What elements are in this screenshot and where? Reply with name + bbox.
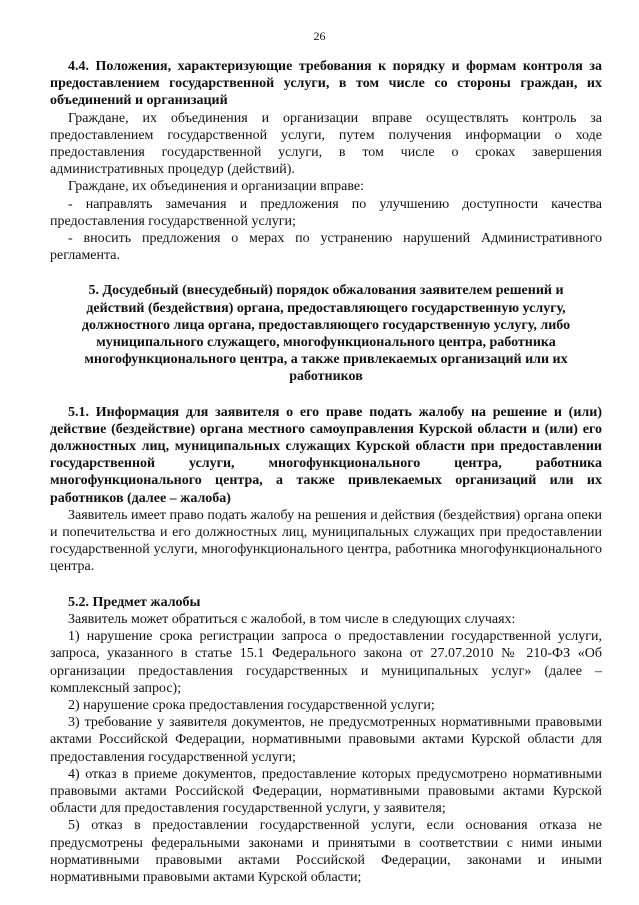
page-content bbox=[50, 58, 602, 886]
spacer bbox=[50, 386, 602, 404]
section-4-4-paragraph: Граждане, их объединения и организации вправе: bbox=[68, 179, 365, 195]
section-5-2-list-item: 1) нарушение срока регистрации запроса о предоставлении государственной услуги, запроса, указанного в статье 15.1 Федерального закона от 27.07.2010 № 210-ФЗ «Об организации предоставления государственных и муниципальных услуг» (далее – комплексный запрос); bbox=[50, 629, 602, 696]
section-4-4-heading: 4.4. Положения, характеризующие требования к порядку и формам контроля за предоставлением государственной услуги, в том числе со стороны граждан, их объединений и организаций bbox=[50, 59, 602, 109]
section-4-4-paragraph: Граждане, их объединения и организации вправе осуществлять контроль за предоставлением государственной услуги, путем получения информации о ходе предоставления государственной услуги, в том числе о сроках завершения административных процедур (действий). bbox=[50, 110, 602, 178]
spacer bbox=[50, 576, 602, 594]
section-5-2-heading: 5.2. Предмет жалобы bbox=[68, 594, 201, 610]
section-5-2-list-item: 2) нарушение срока предоставления государственной услуги; bbox=[68, 697, 435, 713]
section-5-2-intro: Заявитель может обратиться с жалобой, в том числе в следующих случаях: bbox=[68, 611, 516, 627]
section-5-2-list-item: 3) требование у заявителя документов, не предусмотренных нормативными правовыми актами Российской Федерации, нормативными правовыми актами Курской области для предоставления государственной услуги; bbox=[50, 715, 602, 765]
spacer bbox=[50, 264, 602, 282]
section-5-1-heading: 5.1. Информация для заявителя о его праве подать жалобу на решение и (или) действие (бездействие) органа местного самоуправления Курской области и (или) его должностных лиц, муниципальных служащих Курской области при предоставлении государственной услуги, многофункционального центра, работника многофункционального центра, а также привлекаемых организаций или их работников (далее – жалоба) bbox=[50, 404, 602, 506]
section-4-4-list-item: - вносить предложения о мерах по устранению нарушений Административного регламента. bbox=[50, 231, 602, 264]
page-number: 26 bbox=[313, 29, 326, 43]
section-4-4-list-item: - направлять замечания и предложения по улучшению доступности качества предоставления государственной услуги; bbox=[50, 196, 602, 229]
section-5-1-paragraph: Заявитель имеет право подать жалобу на решения и действия (бездействия) органа опеки и попечительства и его должностных лиц, муниципальных служащих при предоставлении государственной услуги, многофункционального центра, работника многофункционального центра. bbox=[50, 507, 602, 575]
section-5-heading: 5. Досудебный (внесудебный) порядок обжалования заявителем решений и действий (бездействия) органа, предоставляющего государственную услугу, должностного лица органа, предоставляющего государственную услугу, либо муниципального служащего, многофункционального центра, работника многофункционального центра, а также привлекаемых организаций или их работников bbox=[81, 283, 571, 385]
section-5-2-list-item: 4) отказ в приеме документов, предоставление которых предусмотрено нормативными правовыми актами Российской Федерации, нормативными правовыми актами Курской области для предоставления государственной услуги, у заявителя; bbox=[50, 766, 602, 817]
section-5-2-list-item: 5) отказ в предоставлении государственной услуги, если основания отказа не предусмотрены федеральными законами и принятыми в соответствии с ними иными нормативными правовыми актами Российской Федерации, законами и иными нормативными правовыми актами Курской области; bbox=[50, 818, 602, 885]
